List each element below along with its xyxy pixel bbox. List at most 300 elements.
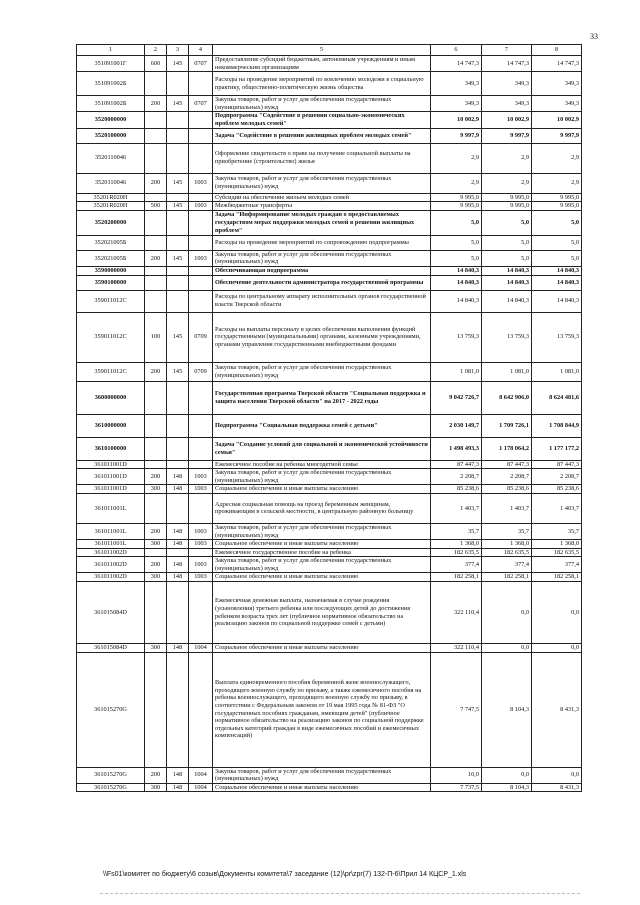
header-col-4: 4 xyxy=(189,45,213,56)
cell-value-6: 1 368,0 xyxy=(431,540,482,549)
cell-col-3 xyxy=(167,652,189,767)
cell-code: 361011001L xyxy=(77,523,145,539)
cell-value-8: 182 635,5 xyxy=(532,548,582,557)
cell-col-4 xyxy=(189,493,213,523)
cell-col-2 xyxy=(145,460,167,469)
cell-value-6: 7 747,5 xyxy=(431,652,482,767)
cell-value-6: 322 110,4 xyxy=(431,582,482,644)
header-col-3: 3 xyxy=(167,45,189,56)
cell-code: 361015084D xyxy=(77,644,145,653)
cell-col-2: 600 xyxy=(145,56,167,72)
cell-col-4: 1003 xyxy=(189,173,213,193)
cell-code: 3520000000 xyxy=(77,112,145,128)
cell-value-6: 5,0 xyxy=(431,210,482,235)
cell-value-8: 349,3 xyxy=(532,96,582,112)
cell-col-3 xyxy=(167,210,189,235)
cell-col-2 xyxy=(145,414,167,437)
cell-code: 361011001D xyxy=(77,485,145,494)
cell-col-4 xyxy=(189,290,213,312)
cell-value-8: 8 431,3 xyxy=(532,783,582,792)
cell-col-4: 1003 xyxy=(189,573,213,582)
cell-value-8: 8 431,3 xyxy=(532,652,582,767)
cell-value-7: 182 635,5 xyxy=(482,548,532,557)
cell-col-4 xyxy=(189,112,213,128)
cell-name: Обеспечивающая подпрограмма xyxy=(213,266,431,275)
cell-col-3 xyxy=(167,128,189,143)
table-row xyxy=(77,493,582,523)
cell-col-3 xyxy=(167,266,189,275)
cell-col-3: 148 xyxy=(167,469,189,485)
cell-col-4 xyxy=(189,143,213,173)
cell-code: 361011001L xyxy=(77,540,145,549)
cell-value-6: 322 110,4 xyxy=(431,644,482,653)
cell-value-8: 85 238,6 xyxy=(532,485,582,494)
cell-col-2: 200 xyxy=(145,469,167,485)
page-number: 33 xyxy=(590,32,598,41)
cell-code: 35201R020H xyxy=(77,193,145,202)
cell-name: Социальное обеспечение и иные выплаты населению xyxy=(213,644,431,653)
cell-value-6: 2 030 149,7 xyxy=(431,414,482,437)
cell-value-7: 1 178 064,2 xyxy=(482,437,532,460)
cell-name: Выплата единовременного пособия беременной жене военнослужащего, проходящего военную службу по призыву, а также ежемесячного пособия на ребенка военнослужащего, проходящего военную службу по призыву, в соответствии с Федеральным законом от 19 мая 1995 года № 81-ФЗ "О государственных пособиях гражданам, имеющим детей" (публичное нормативное обязательство на реализацию законов по социальной поддержке отдельных категорий граждан в виде ежемесячных пособий и ежемесячных компенсаций) xyxy=(213,652,431,767)
cell-name: Социальное обеспечение и иные выплаты населению xyxy=(213,783,431,792)
cell-value-8: 182 258,1 xyxy=(532,573,582,582)
cell-value-7: 377,4 xyxy=(482,557,532,573)
cell-value-6: 14 840,3 xyxy=(431,275,482,290)
cell-code: 3520100000 xyxy=(77,128,145,143)
cell-value-6: 5,0 xyxy=(431,250,482,266)
cell-value-6: 85 238,6 xyxy=(431,485,482,494)
cell-value-7: 14 840,3 xyxy=(482,275,532,290)
cell-col-2 xyxy=(145,493,167,523)
cell-code: 3520200000 xyxy=(77,210,145,235)
cell-value-7: 2,9 xyxy=(482,173,532,193)
cell-col-2: 300 xyxy=(145,540,167,549)
cell-col-4 xyxy=(189,548,213,557)
cell-col-3 xyxy=(167,493,189,523)
cell-value-7: 5,0 xyxy=(482,250,532,266)
cell-value-8: 10 002,9 xyxy=(532,112,582,128)
table-row xyxy=(77,202,582,211)
cell-name: Закупка товаров, работ и услуг для обеспечения государственных (муниципальных) нужд xyxy=(213,469,431,485)
cell-code: 3600000000 xyxy=(77,381,145,414)
cell-col-2: 500 xyxy=(145,202,167,211)
cell-col-4: 1004 xyxy=(189,767,213,783)
cell-value-6: 9 997,9 xyxy=(431,128,482,143)
cell-value-6: 5,0 xyxy=(431,235,482,250)
cell-value-7: 1 709 726,1 xyxy=(482,414,532,437)
cell-value-7: 85 238,6 xyxy=(482,485,532,494)
cell-code: 3590000000 xyxy=(77,266,145,275)
cell-name: Задача "Содействие в решении жилищных проблем молодых семей" xyxy=(213,128,431,143)
table-row xyxy=(77,548,582,557)
cell-value-6: 349,3 xyxy=(431,72,482,96)
table-row xyxy=(77,644,582,653)
cell-col-3: 145 xyxy=(167,96,189,112)
header-col-7: 7 xyxy=(482,45,532,56)
cell-col-2: 100 xyxy=(145,312,167,362)
cell-code: 361011002D xyxy=(77,548,145,557)
cell-col-2: 300 xyxy=(145,485,167,494)
cell-col-3 xyxy=(167,193,189,202)
cell-value-8: 8 624 481,6 xyxy=(532,381,582,414)
cell-value-6: 35,7 xyxy=(431,523,482,539)
cell-code: 359011012С xyxy=(77,290,145,312)
cell-col-4 xyxy=(189,381,213,414)
cell-value-6: 14 840,3 xyxy=(431,266,482,275)
cell-value-6: 9 995,0 xyxy=(431,193,482,202)
cell-value-7: 5,0 xyxy=(482,235,532,250)
header-col-8: 8 xyxy=(532,45,582,56)
cell-value-7: 182 258,1 xyxy=(482,573,532,582)
table-row xyxy=(77,72,582,96)
cell-name: Закупка товаров, работ и услуг для обеспечения государственных (муниципальных) нужд xyxy=(213,96,431,112)
cell-name: Государственная программа Тверской области "Социальная поддержка и защита населения Тверской области" на 2017 - 2022 годы xyxy=(213,381,431,414)
cell-name: Обеспечение деятельности администратора государственной программы xyxy=(213,275,431,290)
cell-col-4 xyxy=(189,193,213,202)
cell-col-2 xyxy=(145,210,167,235)
cell-value-7: 13 759,3 xyxy=(482,312,532,362)
cell-col-2 xyxy=(145,652,167,767)
cell-name: Задача "Создание условий для социальной и экономической устойчивости семьи" xyxy=(213,437,431,460)
cell-value-8: 0,0 xyxy=(532,644,582,653)
cell-col-2 xyxy=(145,235,167,250)
cell-value-7: 9 995,0 xyxy=(482,193,532,202)
cell-col-3 xyxy=(167,414,189,437)
cell-value-8: 14 840,3 xyxy=(532,290,582,312)
budget-table xyxy=(76,44,582,792)
cell-value-8: 1 403,7 xyxy=(532,493,582,523)
table-row xyxy=(77,523,582,539)
cell-value-7: 1 403,7 xyxy=(482,493,532,523)
cell-value-8: 0,0 xyxy=(532,767,582,783)
cell-col-4: 1003 xyxy=(189,523,213,539)
table-row xyxy=(77,128,582,143)
table-row xyxy=(77,266,582,275)
table-row xyxy=(77,460,582,469)
cell-code: 351091002Б xyxy=(77,96,145,112)
cell-value-6: 9 995,0 xyxy=(431,202,482,211)
cell-col-3 xyxy=(167,275,189,290)
cell-col-3 xyxy=(167,548,189,557)
cell-col-2 xyxy=(145,275,167,290)
cell-col-3: 145 xyxy=(167,250,189,266)
cell-col-2 xyxy=(145,266,167,275)
cell-name: Закупка товаров, работ и услуг для обеспечения государственных (муниципальных) нужд xyxy=(213,362,431,381)
table-row xyxy=(77,235,582,250)
cell-col-3: 148 xyxy=(167,783,189,792)
cell-col-3: 148 xyxy=(167,485,189,494)
cell-col-3: 145 xyxy=(167,362,189,381)
cell-col-2: 300 xyxy=(145,573,167,582)
cell-name: Задача "Информирование молодых граждан о предоставляемых государством мерах поддержки молодых семей в решении жилищных проблем" xyxy=(213,210,431,235)
cell-col-4 xyxy=(189,266,213,275)
cell-col-4 xyxy=(189,460,213,469)
cell-code: 361011001D xyxy=(77,469,145,485)
cell-col-2: 200 xyxy=(145,557,167,573)
cell-col-4: 1003 xyxy=(189,485,213,494)
cell-name: Социальное обеспечение и иные выплаты населению xyxy=(213,485,431,494)
cell-col-4 xyxy=(189,652,213,767)
table-row xyxy=(77,469,582,485)
cell-col-4: 1004 xyxy=(189,644,213,653)
table-row xyxy=(77,193,582,202)
cell-code: 361011002D xyxy=(77,573,145,582)
cell-code: 35201R020H xyxy=(77,202,145,211)
cell-col-3 xyxy=(167,235,189,250)
cell-code: 351091001Г xyxy=(77,56,145,72)
cell-value-8: 9 997,9 xyxy=(532,128,582,143)
table-row xyxy=(77,582,582,644)
table-body xyxy=(77,56,582,792)
table-row xyxy=(77,173,582,193)
cell-code: 359011012С xyxy=(77,312,145,362)
cell-col-4: 1003 xyxy=(189,540,213,549)
table-row xyxy=(77,414,582,437)
cell-col-4: 0707 xyxy=(189,56,213,72)
table-row xyxy=(77,312,582,362)
cell-col-4: 0709 xyxy=(189,312,213,362)
cell-name: Расходы на проведение мероприятий по сопровождению подпрограммы xyxy=(213,235,431,250)
cell-value-7: 349,3 xyxy=(482,72,532,96)
cell-code: 361011001D xyxy=(77,460,145,469)
cell-col-2: 200 xyxy=(145,173,167,193)
cell-name: Межбюджетные трансферты xyxy=(213,202,431,211)
cell-col-2 xyxy=(145,582,167,644)
cell-value-7: 5,0 xyxy=(482,210,532,235)
cell-value-6: 2,9 xyxy=(431,173,482,193)
cell-col-2 xyxy=(145,72,167,96)
cell-value-6: 10 002,9 xyxy=(431,112,482,128)
cell-name: Ежемесячное пособие на ребенка многодетной семье xyxy=(213,460,431,469)
header-col-2: 2 xyxy=(145,45,167,56)
cell-value-6: 9 042 726,7 xyxy=(431,381,482,414)
cell-col-3: 145 xyxy=(167,56,189,72)
cell-name: Расходы по центральному аппарату исполнительных органов государственной власти Тверской области xyxy=(213,290,431,312)
cell-value-8: 9 995,0 xyxy=(532,202,582,211)
cell-col-4: 0709 xyxy=(189,362,213,381)
cell-value-7: 35,7 xyxy=(482,523,532,539)
cell-col-2 xyxy=(145,290,167,312)
cell-value-8: 14 747,3 xyxy=(532,56,582,72)
cell-col-2: 300 xyxy=(145,644,167,653)
cell-name: Социальное обеспечение и иные выплаты населению xyxy=(213,540,431,549)
cell-value-6: 14 747,3 xyxy=(431,56,482,72)
table-row xyxy=(77,540,582,549)
cell-col-3 xyxy=(167,143,189,173)
cell-col-3: 148 xyxy=(167,523,189,539)
cell-name: Расходы на выплаты персоналу в целях обеспечения выполнения функций государственными (муниципальными) органами, казенными учреждениями, органами управления государственными внебюджетными фондами xyxy=(213,312,431,362)
cell-code: 361011001L xyxy=(77,493,145,523)
table-row xyxy=(77,275,582,290)
cell-col-4: 1003 xyxy=(189,469,213,485)
cell-value-8: 5,0 xyxy=(532,250,582,266)
cell-name: Ежемесячное государственное пособие на ребенка xyxy=(213,548,431,557)
cell-value-7: 0,0 xyxy=(482,582,532,644)
cell-value-8: 14 840,3 xyxy=(532,275,582,290)
cell-code: 361011002D xyxy=(77,557,145,573)
table-row xyxy=(77,557,582,573)
cell-value-7: 0,0 xyxy=(482,767,532,783)
cell-value-8: 1 177 177,2 xyxy=(532,437,582,460)
cell-col-2 xyxy=(145,381,167,414)
cell-value-8: 377,4 xyxy=(532,557,582,573)
cell-name: Закупка товаров, работ и услуг для обеспечения государственных (муниципальных) нужд xyxy=(213,557,431,573)
cell-value-8: 9 995,0 xyxy=(532,193,582,202)
cell-col-3 xyxy=(167,112,189,128)
cell-col-4: 0707 xyxy=(189,96,213,112)
table-row xyxy=(77,96,582,112)
cell-value-7: 1 081,0 xyxy=(482,362,532,381)
cell-value-7: 8 642 906,0 xyxy=(482,381,532,414)
cell-col-4 xyxy=(189,437,213,460)
cell-col-2: 200 xyxy=(145,96,167,112)
cell-code: 361015084D xyxy=(77,582,145,644)
cell-value-6: 182 635,5 xyxy=(431,548,482,557)
header-col-6: 6 xyxy=(431,45,482,56)
cell-value-6: 349,3 xyxy=(431,96,482,112)
cell-value-8: 349,3 xyxy=(532,72,582,96)
cell-col-4 xyxy=(189,128,213,143)
cell-value-6: 182 258,1 xyxy=(431,573,482,582)
cell-col-3: 145 xyxy=(167,202,189,211)
cell-col-3 xyxy=(167,437,189,460)
cell-col-2: 300 xyxy=(145,783,167,792)
cell-name: Подпрограмма "Содействие в решении социально-экономических проблем молодых семей" xyxy=(213,112,431,128)
table-row xyxy=(77,112,582,128)
cell-col-3 xyxy=(167,381,189,414)
table-row xyxy=(77,437,582,460)
table-row xyxy=(77,652,582,767)
cell-name: Оформление свидетельств о праве на получение социальной выплаты на приобретение (строительство) жилья xyxy=(213,143,431,173)
table-row xyxy=(77,143,582,173)
cell-code: 3610000000 xyxy=(77,414,145,437)
cell-col-4: 1004 xyxy=(189,783,213,792)
table-row xyxy=(77,381,582,414)
cell-value-8: 1 368,0 xyxy=(532,540,582,549)
cell-col-2: 200 xyxy=(145,362,167,381)
cell-col-2: 200 xyxy=(145,250,167,266)
footer-divider xyxy=(100,893,580,894)
cell-col-3: 148 xyxy=(167,540,189,549)
table-row xyxy=(77,485,582,494)
cell-col-2: 200 xyxy=(145,523,167,539)
cell-value-8: 14 840,3 xyxy=(532,266,582,275)
cell-code: 361015270G xyxy=(77,652,145,767)
cell-value-7: 349,3 xyxy=(482,96,532,112)
cell-col-4 xyxy=(189,210,213,235)
cell-value-6: 87 447,3 xyxy=(431,460,482,469)
cell-col-3: 145 xyxy=(167,173,189,193)
table-row xyxy=(77,362,582,381)
table-row xyxy=(77,56,582,72)
cell-name: Закупка товаров, работ и услуг для обеспечения государственных (муниципальных) нужд xyxy=(213,250,431,266)
cell-value-6: 10,0 xyxy=(431,767,482,783)
cell-value-6: 2 208,7 xyxy=(431,469,482,485)
cell-value-8: 0,0 xyxy=(532,582,582,644)
table-row xyxy=(77,210,582,235)
cell-col-2 xyxy=(145,143,167,173)
cell-value-8: 2,9 xyxy=(532,173,582,193)
footer-file-path: \\Fs01\комитет по бюджету\6 созыв\Документы комитета\7 заседание (12)\pr\zpr(7) 132-П-6\Прил 14 КЦСР_1.xls xyxy=(103,871,467,878)
cell-value-6: 1 081,0 xyxy=(431,362,482,381)
header-col-1: 1 xyxy=(77,45,145,56)
cell-col-4: 1003 xyxy=(189,557,213,573)
cell-value-6: 7 737,5 xyxy=(431,783,482,792)
cell-col-2 xyxy=(145,112,167,128)
cell-name: Закупка товаров, работ и услуг для обеспечения государственных (муниципальных) нужд xyxy=(213,173,431,193)
cell-code: 3590100000 xyxy=(77,275,145,290)
table-row xyxy=(77,783,582,792)
cell-value-6: 377,4 xyxy=(431,557,482,573)
cell-name: Ежемесячная денежная выплата, назначаемая в случае рождения (усыновления) третьего ребенка или последующих детей до достижения ребенком возраста трех лет (публичное нормативное обязательство на реализацию законов по социальной поддержке семей с детьми) xyxy=(213,582,431,644)
cell-name: Социальное обеспечение и иные выплаты населению xyxy=(213,573,431,582)
cell-value-7: 1 368,0 xyxy=(482,540,532,549)
cell-value-6: 1 403,7 xyxy=(431,493,482,523)
cell-value-7: 14 840,3 xyxy=(482,266,532,275)
cell-col-3: 145 xyxy=(167,312,189,362)
cell-value-7: 9 995,0 xyxy=(482,202,532,211)
cell-value-7: 2,9 xyxy=(482,143,532,173)
cell-col-4 xyxy=(189,235,213,250)
cell-code: 3610100000 xyxy=(77,437,145,460)
cell-col-3: 148 xyxy=(167,573,189,582)
cell-code: 3520110046 xyxy=(77,173,145,193)
cell-value-6: 2,9 xyxy=(431,143,482,173)
cell-col-3 xyxy=(167,290,189,312)
cell-name: Предоставление субсидий бюджетным, автономным учреждениям и иным некоммерческим организациям xyxy=(213,56,431,72)
cell-value-7: 8 104,3 xyxy=(482,652,532,767)
header-row xyxy=(77,45,582,56)
table-row xyxy=(77,250,582,266)
cell-code: 351091002Б xyxy=(77,72,145,96)
cell-col-4 xyxy=(189,275,213,290)
cell-value-8: 2,9 xyxy=(532,143,582,173)
cell-col-2 xyxy=(145,437,167,460)
cell-col-3: 148 xyxy=(167,767,189,783)
cell-code: 361015270G xyxy=(77,783,145,792)
cell-col-4 xyxy=(189,414,213,437)
cell-col-3 xyxy=(167,582,189,644)
cell-name: Подпрограмма "Социальная поддержка семей с детьми" xyxy=(213,414,431,437)
cell-value-8: 5,0 xyxy=(532,235,582,250)
cell-col-2 xyxy=(145,548,167,557)
cell-code: 361015270G xyxy=(77,767,145,783)
table-row xyxy=(77,767,582,783)
cell-value-8: 5,0 xyxy=(532,210,582,235)
cell-value-8: 1 708 844,9 xyxy=(532,414,582,437)
cell-col-4: 1003 xyxy=(189,202,213,211)
cell-value-7: 14 840,3 xyxy=(482,290,532,312)
cell-name: Субсидии на обеспечение жильем молодых семей xyxy=(213,193,431,202)
header-col-5: 5 xyxy=(213,45,431,56)
cell-code: 3520110046 xyxy=(77,143,145,173)
cell-col-2: 200 xyxy=(145,767,167,783)
cell-name: Адресная социальная помощь на проезд беременным женщинам, проживающим в сельской местности, в центральную районную больницу xyxy=(213,493,431,523)
cell-value-6: 13 759,3 xyxy=(431,312,482,362)
cell-col-3 xyxy=(167,460,189,469)
cell-value-8: 35,7 xyxy=(532,523,582,539)
cell-code: 352021005Б xyxy=(77,250,145,266)
cell-value-7: 9 997,9 xyxy=(482,128,532,143)
cell-col-3: 148 xyxy=(167,644,189,653)
cell-value-7: 2 208,7 xyxy=(482,469,532,485)
table-row xyxy=(77,573,582,582)
cell-value-7: 10 002,9 xyxy=(482,112,532,128)
cell-name: Расходы на проведение мероприятий по вовлечению молодежи в социальную практику, общественно-политическую жизнь общества xyxy=(213,72,431,96)
cell-value-7: 0,0 xyxy=(482,644,532,653)
cell-col-3: 148 xyxy=(167,557,189,573)
